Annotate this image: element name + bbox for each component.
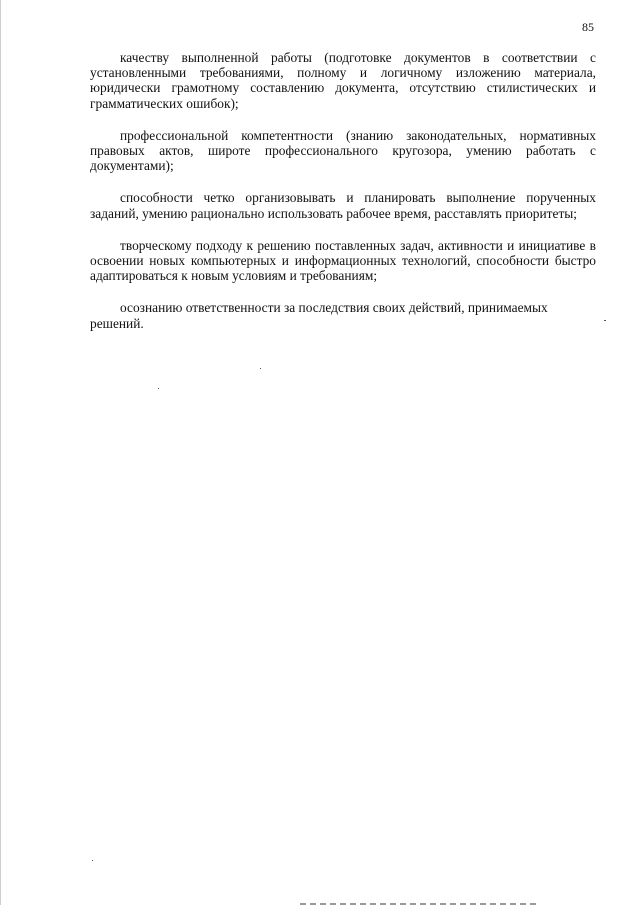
paragraph-professional-competence: профессиональной компетентности (знанию законодательных, нормативных правовых актов, широте профессионального кругозора, умению работать с документами); (90, 127, 596, 174)
scan-speck (604, 320, 606, 321)
paragraph-quality-of-work: качеству выполненной работы (подготовке документов в соответствии с установленными требованиями, полному и логичному изложению материала, юридически грамотному составлению документа, отсутствию стилистических и грамматических ошибок); (90, 50, 596, 111)
document-body (90, 50, 596, 348)
scan-speck (92, 860, 93, 861)
scan-edge (0, 0, 1, 905)
page-number: 85 (582, 20, 594, 34)
scan-speck (260, 368, 261, 369)
paragraph-organization-skills: способности четко организовывать и планировать выполнение порученных заданий, умению рационально использовать рабочее время, расставлять приоритеты; (90, 190, 596, 221)
paragraph-creative-approach: творческому подходу к решению поставленных задач, активности и инициативе в освоении новых компьютерных и информационных технологий, способности быстро адаптироваться к новым условиям и требованиям; (90, 237, 596, 284)
paragraph-responsibility: осознанию ответственности за последствия своих действий, принимаемых решений. (90, 300, 548, 331)
scan-speck (158, 388, 159, 389)
